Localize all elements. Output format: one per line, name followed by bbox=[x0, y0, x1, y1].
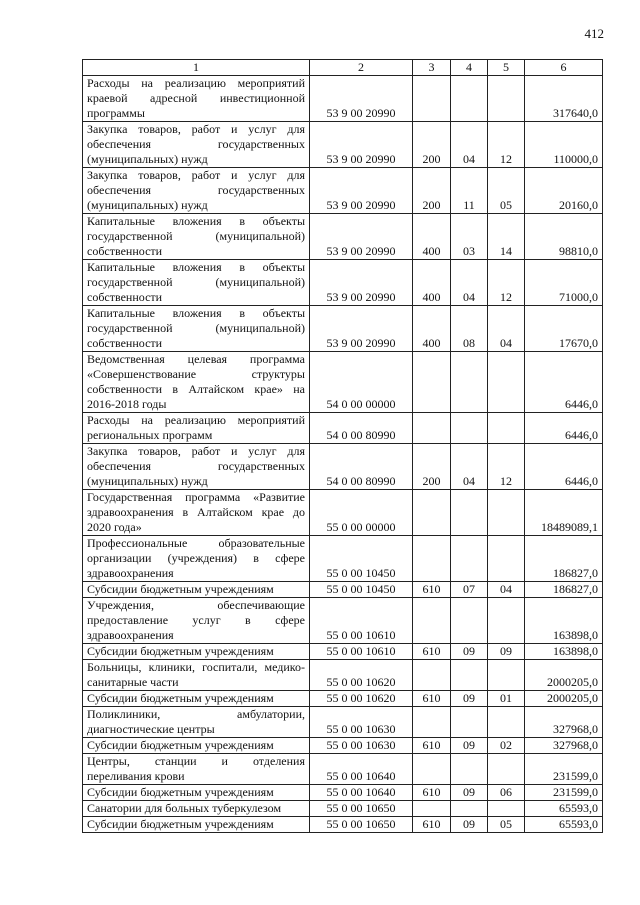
subsection-cell: 09 bbox=[488, 644, 525, 660]
expense-type-cell bbox=[413, 490, 451, 536]
expense-type-cell bbox=[413, 801, 451, 817]
amount-cell: 327968,0 bbox=[525, 738, 603, 754]
subsection-cell: 04 bbox=[488, 582, 525, 598]
target-code-cell: 55 0 00 10610 bbox=[310, 598, 413, 644]
expense-type-cell: 610 bbox=[413, 785, 451, 801]
table-row bbox=[83, 444, 603, 490]
row-name-cell: Профессиональные образовательные организации (учреждения) в сфере здравоохранения bbox=[83, 536, 310, 582]
expense-type-cell bbox=[413, 598, 451, 644]
section-cell bbox=[451, 536, 488, 582]
amount-cell: 18489089,1 bbox=[525, 490, 603, 536]
amount-cell: 231599,0 bbox=[525, 785, 603, 801]
amount-cell: 231599,0 bbox=[525, 754, 603, 785]
target-code-cell: 54 0 00 00000 bbox=[310, 352, 413, 413]
table-row bbox=[83, 352, 603, 413]
subsection-cell: 01 bbox=[488, 691, 525, 707]
target-code-cell: 53 9 00 20990 bbox=[310, 214, 413, 260]
row-name-cell: Санатории для больных туберкулезом bbox=[83, 801, 310, 817]
column-header: 2 bbox=[310, 60, 413, 76]
expense-type-cell: 610 bbox=[413, 644, 451, 660]
amount-cell: 110000,0 bbox=[525, 122, 603, 168]
target-code-cell: 53 9 00 20990 bbox=[310, 122, 413, 168]
subsection-cell bbox=[488, 352, 525, 413]
table-row bbox=[83, 76, 603, 122]
row-name-cell: Субсидии бюджетным учреждениям bbox=[83, 644, 310, 660]
subsection-cell bbox=[488, 754, 525, 785]
amount-cell: 6446,0 bbox=[525, 444, 603, 490]
target-code-cell: 55 0 00 10450 bbox=[310, 582, 413, 598]
target-code-cell: 53 9 00 20990 bbox=[310, 76, 413, 122]
amount-cell: 17670,0 bbox=[525, 306, 603, 352]
expense-type-cell: 200 bbox=[413, 168, 451, 214]
target-code-cell: 53 9 00 20990 bbox=[310, 168, 413, 214]
subsection-cell bbox=[488, 536, 525, 582]
table-row bbox=[83, 582, 603, 598]
row-name-cell: Субсидии бюджетным учреждениям bbox=[83, 582, 310, 598]
section-cell: 08 bbox=[451, 306, 488, 352]
section-cell: 09 bbox=[451, 644, 488, 660]
expense-type-cell: 200 bbox=[413, 444, 451, 490]
section-cell bbox=[451, 352, 488, 413]
target-code-cell: 55 0 00 10630 bbox=[310, 738, 413, 754]
table-row bbox=[83, 644, 603, 660]
section-cell: 04 bbox=[451, 444, 488, 490]
target-code-cell: 55 0 00 10610 bbox=[310, 644, 413, 660]
row-name-cell: Поликлиники, амбулатории, диагностические центры bbox=[83, 707, 310, 738]
section-cell: 09 bbox=[451, 691, 488, 707]
table-row bbox=[83, 817, 603, 833]
expense-type-cell bbox=[413, 76, 451, 122]
section-cell bbox=[451, 413, 488, 444]
row-name-cell: Капитальные вложения в объекты государственной (муниципальной) собственности bbox=[83, 214, 310, 260]
subsection-cell: 06 bbox=[488, 785, 525, 801]
amount-cell: 2000205,0 bbox=[525, 691, 603, 707]
target-code-cell: 54 0 00 80990 bbox=[310, 413, 413, 444]
budget-table bbox=[82, 59, 603, 833]
row-name-cell: Центры, станции и отделения переливания крови bbox=[83, 754, 310, 785]
subsection-cell bbox=[488, 413, 525, 444]
subsection-cell: 05 bbox=[488, 817, 525, 833]
target-code-cell: 55 0 00 10650 bbox=[310, 817, 413, 833]
section-cell: 09 bbox=[451, 738, 488, 754]
amount-cell: 71000,0 bbox=[525, 260, 603, 306]
expense-type-cell: 400 bbox=[413, 306, 451, 352]
target-code-cell: 53 9 00 20990 bbox=[310, 306, 413, 352]
amount-cell: 65593,0 bbox=[525, 801, 603, 817]
target-code-cell: 54 0 00 80990 bbox=[310, 444, 413, 490]
section-cell: 11 bbox=[451, 168, 488, 214]
table-row bbox=[83, 785, 603, 801]
subsection-cell: 05 bbox=[488, 168, 525, 214]
subsection-cell bbox=[488, 801, 525, 817]
table-row bbox=[83, 691, 603, 707]
amount-cell: 6446,0 bbox=[525, 413, 603, 444]
amount-cell: 186827,0 bbox=[525, 536, 603, 582]
row-name-cell: Учреждения, обеспечивающие предоставление услуг в сфере здравоохранения bbox=[83, 598, 310, 644]
expense-type-cell bbox=[413, 754, 451, 785]
expense-type-cell: 610 bbox=[413, 817, 451, 833]
table-row bbox=[83, 306, 603, 352]
subsection-cell: 02 bbox=[488, 738, 525, 754]
target-code-cell: 55 0 00 10640 bbox=[310, 754, 413, 785]
expense-type-cell bbox=[413, 352, 451, 413]
row-name-cell: Капитальные вложения в объекты государственной (муниципальной) собственности bbox=[83, 306, 310, 352]
amount-cell: 163898,0 bbox=[525, 598, 603, 644]
table-row bbox=[83, 738, 603, 754]
table-row bbox=[83, 413, 603, 444]
amount-cell: 6446,0 bbox=[525, 352, 603, 413]
row-name-cell: Капитальные вложения в объекты государственной (муниципальной) собственности bbox=[83, 260, 310, 306]
section-cell: 04 bbox=[451, 260, 488, 306]
section-cell: 09 bbox=[451, 817, 488, 833]
subsection-cell: 14 bbox=[488, 214, 525, 260]
section-cell: 03 bbox=[451, 214, 488, 260]
table-row bbox=[83, 801, 603, 817]
section-cell bbox=[451, 76, 488, 122]
expense-type-cell: 610 bbox=[413, 738, 451, 754]
table-row bbox=[83, 660, 603, 691]
row-name-cell: Государственная программа «Развитие здравоохранения в Алтайском крае до 2020 года» bbox=[83, 490, 310, 536]
subsection-cell: 12 bbox=[488, 122, 525, 168]
row-name-cell: Субсидии бюджетным учреждениям bbox=[83, 691, 310, 707]
expense-type-cell: 400 bbox=[413, 260, 451, 306]
table-header-row bbox=[83, 60, 603, 76]
subsection-cell bbox=[488, 707, 525, 738]
section-cell: 09 bbox=[451, 785, 488, 801]
column-header: 3 bbox=[413, 60, 451, 76]
section-cell bbox=[451, 754, 488, 785]
row-name-cell: Расходы на реализацию мероприятий краевой адресной инвестиционной программы bbox=[83, 76, 310, 122]
subsection-cell bbox=[488, 660, 525, 691]
subsection-cell bbox=[488, 76, 525, 122]
section-cell bbox=[451, 801, 488, 817]
target-code-cell: 55 0 00 00000 bbox=[310, 490, 413, 536]
section-cell: 04 bbox=[451, 122, 488, 168]
row-name-cell: Субсидии бюджетным учреждениям bbox=[83, 738, 310, 754]
section-cell bbox=[451, 660, 488, 691]
target-code-cell: 55 0 00 10620 bbox=[310, 691, 413, 707]
column-header: 5 bbox=[488, 60, 525, 76]
expense-type-cell bbox=[413, 536, 451, 582]
section-cell bbox=[451, 598, 488, 644]
column-header: 6 bbox=[525, 60, 603, 76]
table-row bbox=[83, 536, 603, 582]
table-row bbox=[83, 260, 603, 306]
amount-cell: 98810,0 bbox=[525, 214, 603, 260]
subsection-cell bbox=[488, 598, 525, 644]
section-cell: 07 bbox=[451, 582, 488, 598]
table-row bbox=[83, 490, 603, 536]
expense-type-cell: 200 bbox=[413, 122, 451, 168]
section-cell bbox=[451, 490, 488, 536]
amount-cell: 65593,0 bbox=[525, 817, 603, 833]
page-number: 412 bbox=[584, 26, 604, 41]
column-header: 1 bbox=[83, 60, 310, 76]
expense-type-cell bbox=[413, 707, 451, 738]
table-row bbox=[83, 122, 603, 168]
target-code-cell: 55 0 00 10450 bbox=[310, 536, 413, 582]
row-name-cell: Закупка товаров, работ и услуг для обеспечения государственных (муниципальных) нужд bbox=[83, 122, 310, 168]
row-name-cell: Ведомственная целевая программа «Совершенствование структуры собственности в Алтайском крае» на 2016-2018 годы bbox=[83, 352, 310, 413]
expense-type-cell: 400 bbox=[413, 214, 451, 260]
amount-cell: 20160,0 bbox=[525, 168, 603, 214]
row-name-cell: Закупка товаров, работ и услуг для обеспечения государственных (муниципальных) нужд bbox=[83, 168, 310, 214]
amount-cell: 163898,0 bbox=[525, 644, 603, 660]
target-code-cell: 55 0 00 10650 bbox=[310, 801, 413, 817]
row-name-cell: Закупка товаров, работ и услуг для обеспечения государственных (муниципальных) нужд bbox=[83, 444, 310, 490]
amount-cell: 2000205,0 bbox=[525, 660, 603, 691]
table-row bbox=[83, 707, 603, 738]
row-name-cell: Больницы, клиники, госпитали, медико-санитарные части bbox=[83, 660, 310, 691]
expense-type-cell bbox=[413, 413, 451, 444]
amount-cell: 327968,0 bbox=[525, 707, 603, 738]
column-header: 4 bbox=[451, 60, 488, 76]
table-row bbox=[83, 168, 603, 214]
row-name-cell: Субсидии бюджетным учреждениям bbox=[83, 817, 310, 833]
table-row bbox=[83, 754, 603, 785]
amount-cell: 186827,0 bbox=[525, 582, 603, 598]
target-code-cell: 55 0 00 10640 bbox=[310, 785, 413, 801]
amount-cell: 317640,0 bbox=[525, 76, 603, 122]
subsection-cell: 04 bbox=[488, 306, 525, 352]
target-code-cell: 55 0 00 10620 bbox=[310, 660, 413, 691]
section-cell bbox=[451, 707, 488, 738]
table-row bbox=[83, 598, 603, 644]
expense-type-cell: 610 bbox=[413, 582, 451, 598]
subsection-cell bbox=[488, 490, 525, 536]
row-name-cell: Расходы на реализацию мероприятий региональных программ bbox=[83, 413, 310, 444]
target-code-cell: 53 9 00 20990 bbox=[310, 260, 413, 306]
subsection-cell: 12 bbox=[488, 260, 525, 306]
expense-type-cell bbox=[413, 660, 451, 691]
table-row bbox=[83, 214, 603, 260]
row-name-cell: Субсидии бюджетным учреждениям bbox=[83, 785, 310, 801]
subsection-cell: 12 bbox=[488, 444, 525, 490]
expense-type-cell: 610 bbox=[413, 691, 451, 707]
target-code-cell: 55 0 00 10630 bbox=[310, 707, 413, 738]
